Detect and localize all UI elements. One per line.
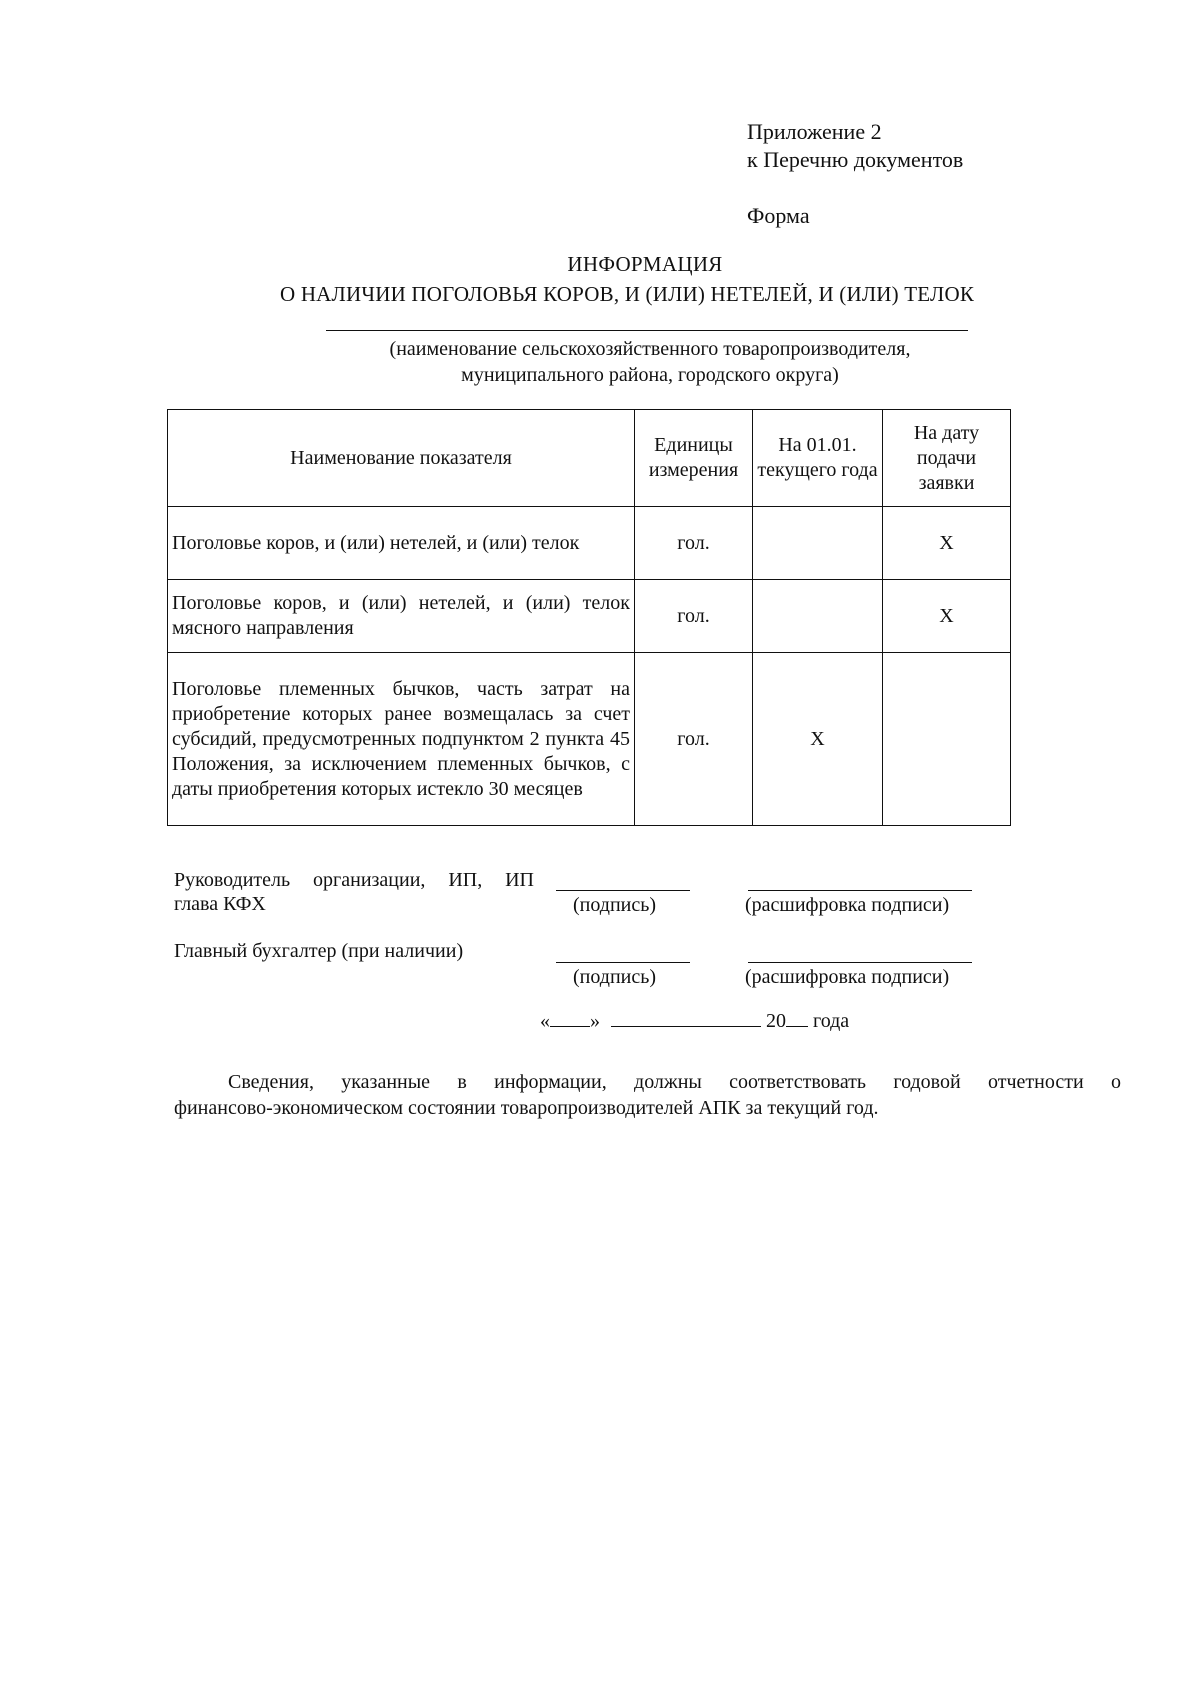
note-line2: финансово-экономическом состоянии товаропроизводителей АПК за текущий год. [174, 1097, 879, 1119]
row-units: гол. [635, 653, 753, 826]
row-application-date-value[interactable]: X [883, 507, 1011, 580]
table-row [168, 653, 1011, 826]
header-units: Единицы измерения [635, 410, 753, 507]
note-line1: Сведения, указанные в информации, должны соответствовать годовой отчетности о [228, 1071, 1121, 1093]
row-indicator-name: Поголовье коров, и (или) нетелей, и (или) телок [168, 507, 635, 580]
date-line [540, 1008, 849, 1033]
head-signatory-label-line2: глава КФХ [174, 893, 266, 915]
row-jan1-value[interactable] [753, 507, 883, 580]
producer-name-line [326, 330, 968, 331]
table-row [168, 580, 1011, 653]
appendix-reference [747, 118, 963, 174]
appendix-line1: Приложение 2 [747, 119, 882, 144]
row-jan1-value[interactable]: X [753, 653, 883, 826]
producer-name-caption [260, 336, 1040, 388]
header-jan1: На 01.01. текущего года [753, 410, 883, 507]
head-signature-decode-field[interactable] [748, 890, 972, 891]
date-open-quote: « [540, 1010, 550, 1032]
row-application-date-value[interactable]: X [883, 580, 1011, 653]
appendix-line2: к Перечню документов [747, 147, 964, 172]
row-units: гол. [635, 580, 753, 653]
date-year-suffix: года [813, 1010, 850, 1032]
row-units: гол. [635, 507, 753, 580]
accountant-signature-caption: (подпись) [573, 966, 657, 988]
table-row [168, 507, 1011, 580]
date-month-field[interactable] [611, 1008, 761, 1027]
document-title: ИНФОРМАЦИЯ [567, 252, 723, 276]
document-subtitle: О НАЛИЧИИ ПОГОЛОВЬЯ КОРОВ, И (ИЛИ) НЕТЕЛЕЙ, И (ИЛИ) ТЕЛОК [280, 282, 975, 306]
accountant-signature-field[interactable] [556, 962, 690, 963]
head-signature-field[interactable] [556, 890, 690, 891]
row-indicator-name: Поголовье коров, и (или) нетелей, и (или) телок мясного направления [168, 580, 635, 653]
row-indicator-name: Поголовье племенных бычков, часть затрат на приобретение которых ранее возмещалась за счет субсидий, предусмотренных подпунктом 2 пункта 45 Положения, за исключением племенных бычков, с даты приобретения которых истекло 30 месяцев [168, 653, 635, 826]
date-year-field[interactable] [786, 1008, 808, 1027]
date-close-quote: » [590, 1010, 600, 1032]
head-signature-caption: (подпись) [573, 894, 657, 916]
row-jan1-value[interactable] [753, 580, 883, 653]
accountant-label: Главный бухгалтер (при наличии) [174, 940, 464, 962]
header-indicator-name: Наименование показателя [168, 410, 635, 507]
row-application-date-value[interactable] [883, 653, 1011, 826]
header-application-date: На дату подачи заявки [883, 410, 1011, 507]
producer-name-caption-line2: муниципального района, городского округа) [461, 364, 839, 386]
form-label: Форма [747, 203, 810, 228]
accountant-signature-decode-caption: (расшифровка подписи) [745, 966, 950, 988]
accountant-signature-decode-field[interactable] [748, 962, 972, 963]
livestock-table [167, 409, 1011, 826]
producer-name-caption-line1: (наименование сельскохозяйственного товаропроизводителя, [389, 338, 911, 360]
table-header-row [168, 410, 1011, 507]
head-signature-decode-caption: (расшифровка подписи) [745, 894, 950, 916]
head-signatory-label: Руководитель организации, ИП, ИП [174, 869, 534, 891]
date-day-field[interactable] [550, 1008, 590, 1027]
date-year-prefix: 20 [766, 1010, 786, 1032]
